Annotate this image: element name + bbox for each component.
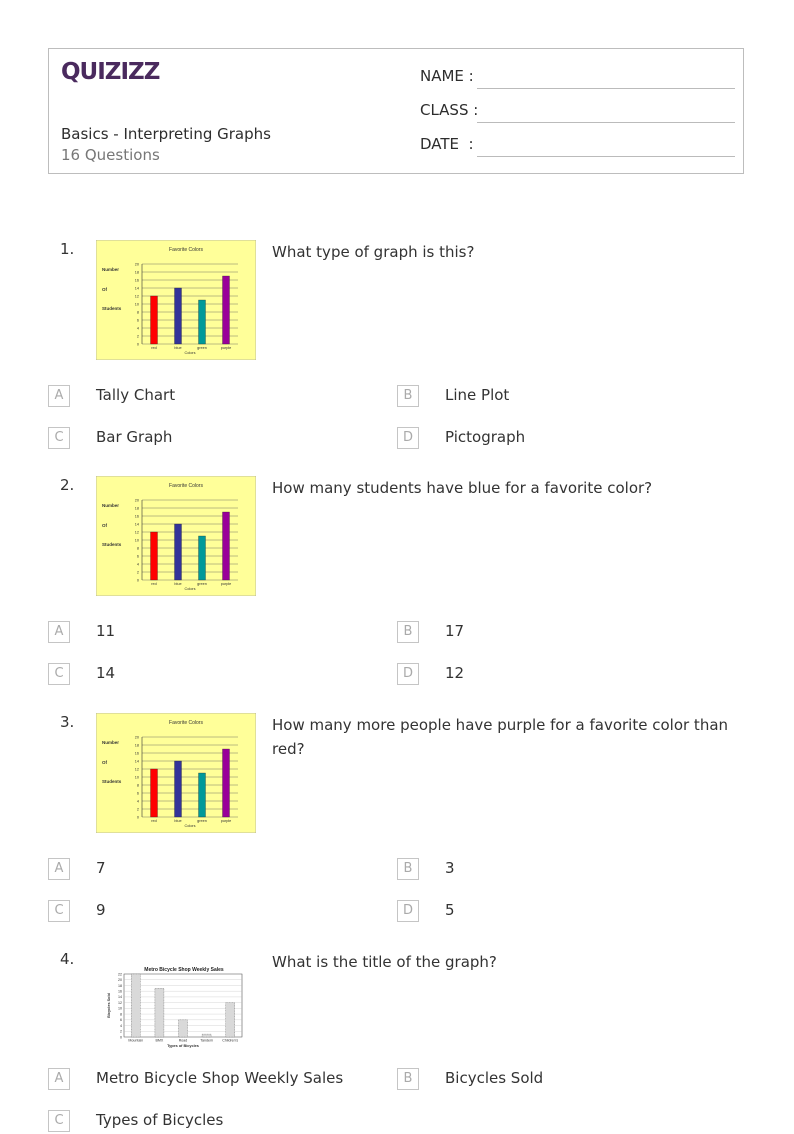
y-tick-label: 0 — [120, 1035, 122, 1040]
y-axis-label: Number — [102, 740, 120, 745]
y-axis-label: Bicycles Sold — [107, 993, 111, 1018]
question-number: 2. — [60, 476, 75, 494]
bar-red — [151, 769, 158, 817]
option-letter-box[interactable]: C — [48, 427, 70, 449]
y-tick-label: 16 — [134, 514, 139, 519]
question-number: 3. — [60, 713, 75, 731]
y-tick-label: 2 — [136, 334, 139, 339]
name-field[interactable] — [420, 67, 735, 91]
y-tick-label: 18 — [134, 506, 139, 511]
bar-purple — [223, 749, 230, 817]
y-tick-label: 8 — [120, 1012, 122, 1017]
y-tick-label: 20 — [134, 498, 139, 503]
y-tick-label: 10 — [134, 538, 139, 543]
option-letter-box[interactable]: B — [397, 858, 419, 880]
y-tick-label: 4 — [120, 1023, 122, 1028]
x-tick-label: blue — [174, 346, 182, 350]
bar-green — [199, 773, 206, 817]
y-tick-label: 16 — [134, 278, 139, 283]
x-tick-label: purple — [220, 819, 232, 823]
option-letter-box[interactable]: C — [48, 1110, 70, 1132]
x-axis-label: Colors — [184, 351, 196, 355]
option-b[interactable] — [397, 858, 697, 882]
chart-title: Favorite Colors — [169, 720, 203, 726]
bar-purple — [223, 512, 230, 580]
option-d[interactable] — [397, 427, 697, 451]
chart-title: Favorite Colors — [169, 247, 203, 253]
y-tick-label: 4 — [136, 799, 139, 804]
x-tick-label: blue — [174, 582, 182, 586]
y-tick-label: 20 — [134, 262, 139, 267]
option-a[interactable] — [48, 1068, 348, 1092]
bar-childrens — [226, 1003, 235, 1037]
x-tick-label: Children's — [222, 1038, 239, 1043]
y-tick-label: 12 — [134, 530, 139, 535]
option-text: 14 — [96, 664, 116, 682]
option-c[interactable] — [48, 427, 348, 451]
class-field[interactable] — [420, 101, 735, 125]
x-axis-label: Types of Bicycles — [167, 1044, 199, 1048]
name-label: NAME : — [420, 67, 474, 85]
date-field[interactable] — [420, 135, 735, 159]
y-tick-label: 12 — [134, 294, 139, 299]
y-tick-label: 16 — [118, 989, 122, 994]
bar-blue — [175, 761, 182, 817]
bar-purple — [223, 276, 230, 344]
bar-blue — [175, 524, 182, 580]
x-tick-label: Mountain — [128, 1038, 144, 1043]
option-text: Bicycles Sold — [445, 1069, 544, 1087]
option-letter-box[interactable]: A — [48, 621, 70, 643]
y-axis-label: Students — [102, 779, 122, 784]
option-letter-box[interactable]: C — [48, 663, 70, 685]
y-tick-label: 12 — [118, 1000, 122, 1005]
question-text: What is the title of the graph? — [272, 953, 497, 971]
y-tick-label: 4 — [136, 562, 139, 567]
x-tick-label: green — [197, 582, 207, 586]
option-text: Metro Bicycle Shop Weekly Sales — [96, 1069, 344, 1087]
favorite-colors-chart — [96, 713, 256, 833]
option-text: 12 — [445, 664, 465, 682]
x-tick-label: BMX — [155, 1038, 164, 1043]
option-text: 17 — [445, 622, 465, 640]
option-text: 3 — [445, 859, 455, 877]
option-c[interactable] — [48, 1110, 348, 1134]
y-axis-label: Number — [102, 267, 120, 272]
bar-green — [199, 536, 206, 580]
x-tick-label: purple — [220, 346, 232, 350]
option-text: 5 — [445, 901, 455, 919]
y-tick-label: 10 — [134, 775, 139, 780]
y-tick-label: 2 — [136, 807, 139, 812]
x-tick-label: green — [197, 819, 207, 823]
y-tick-label: 18 — [118, 983, 122, 988]
bar-blue — [175, 288, 182, 344]
y-tick-label: 18 — [134, 743, 139, 748]
option-letter-box[interactable]: A — [48, 385, 70, 407]
favorite-colors-chart — [96, 476, 256, 596]
option-text: 7 — [96, 859, 106, 877]
x-axis-label: Colors — [184, 587, 196, 591]
y-tick-label: 20 — [134, 735, 139, 740]
option-b[interactable] — [397, 621, 697, 645]
x-tick-label: red — [151, 346, 157, 350]
option-text: Types of Bicycles — [96, 1111, 224, 1129]
option-letter-box[interactable]: B — [397, 385, 419, 407]
date-label: DATE : — [420, 135, 474, 153]
y-axis-label: Students — [102, 542, 122, 547]
x-tick-label: Tandem — [200, 1038, 213, 1043]
y-tick-label: 14 — [134, 759, 139, 764]
worksheet-title: Basics - Interpreting Graphs — [61, 125, 271, 143]
option-letter-box[interactable]: A — [48, 858, 70, 880]
y-tick-label: 10 — [118, 1006, 122, 1011]
y-axis-label: Of — [102, 287, 107, 292]
x-tick-label: green — [197, 346, 207, 350]
y-tick-label: 14 — [134, 286, 139, 291]
y-tick-label: 6 — [136, 791, 139, 796]
option-letter-box[interactable]: B — [397, 1068, 419, 1090]
x-tick-label: blue — [174, 819, 182, 823]
y-axis-label: Of — [102, 760, 107, 765]
x-tick-label: Road — [178, 1038, 188, 1043]
y-tick-label: 8 — [136, 783, 139, 788]
class-line[interactable] — [477, 122, 735, 123]
bar-green — [199, 300, 206, 344]
class-label: CLASS : — [420, 101, 479, 119]
bar-mountain — [131, 974, 140, 1037]
bicycle-sales-chart — [96, 950, 256, 1070]
bar-tandem — [202, 1034, 211, 1037]
y-tick-label: 6 — [136, 554, 139, 559]
chart-title: Metro Bicycle Shop Weekly Sales — [144, 967, 224, 973]
favorite-colors-chart — [96, 240, 256, 360]
question-number: 4. — [60, 950, 75, 968]
option-text: Line Plot — [445, 386, 510, 404]
option-a[interactable] — [48, 385, 348, 409]
option-c[interactable] — [48, 663, 348, 687]
option-text: Tally Chart — [96, 386, 176, 404]
bar-red — [151, 296, 158, 344]
bar-bmx — [155, 988, 164, 1037]
y-tick-label: 0 — [136, 815, 139, 820]
y-tick-label: 6 — [136, 318, 139, 323]
y-tick-label: 14 — [118, 995, 122, 1000]
option-d[interactable] — [397, 663, 697, 687]
question-text: How many students have blue for a favorite color? — [272, 479, 653, 497]
question-number: 1. — [60, 240, 75, 258]
date-line[interactable] — [477, 156, 735, 157]
y-tick-label: 14 — [134, 522, 139, 527]
y-axis-label: Number — [102, 503, 120, 508]
name-line[interactable] — [477, 88, 735, 89]
y-tick-label: 20 — [118, 978, 122, 983]
option-letter-box[interactable]: D — [397, 900, 419, 922]
option-text: 11 — [96, 622, 116, 640]
x-tick-label: purple — [220, 582, 232, 586]
option-a[interactable] — [48, 621, 348, 645]
option-letter-box[interactable]: D — [397, 663, 419, 685]
option-a[interactable] — [48, 858, 348, 882]
option-b[interactable] — [397, 385, 697, 409]
option-letter-box[interactable]: A — [48, 1068, 70, 1090]
option-c[interactable] — [48, 900, 348, 924]
y-tick-label: 0 — [136, 578, 139, 583]
bar-road — [179, 1020, 188, 1037]
x-tick-label: red — [151, 819, 157, 823]
x-tick-label: red — [151, 582, 157, 586]
y-tick-label: 2 — [120, 1029, 122, 1034]
option-d[interactable] — [397, 900, 697, 924]
x-axis-label: Colors — [184, 824, 196, 828]
option-text: Bar Graph — [96, 428, 173, 446]
question-text: What type of graph is this? — [272, 243, 475, 261]
quizizz-logo: QUIZIZZ — [61, 59, 160, 85]
y-tick-label: 8 — [136, 310, 139, 315]
option-text: Pictograph — [445, 428, 526, 446]
bar-red — [151, 532, 158, 580]
option-b[interactable] — [397, 1068, 697, 1092]
y-tick-label: 0 — [136, 342, 139, 347]
option-text: 9 — [96, 901, 106, 919]
y-tick-label: 8 — [136, 546, 139, 551]
y-tick-label: 6 — [120, 1018, 122, 1023]
y-tick-label: 22 — [118, 972, 122, 977]
option-letter-box[interactable]: C — [48, 900, 70, 922]
question-count: 16 Questions — [61, 146, 160, 164]
option-letter-box[interactable]: B — [397, 621, 419, 643]
question-text: How many more people have purple for a favorite color than red? — [272, 716, 729, 758]
y-tick-label: 16 — [134, 751, 139, 756]
chart-title: Favorite Colors — [169, 483, 203, 489]
y-tick-label: 2 — [136, 570, 139, 575]
y-tick-label: 10 — [134, 302, 139, 307]
y-tick-label: 18 — [134, 270, 139, 275]
y-axis-label: Of — [102, 523, 107, 528]
y-tick-label: 12 — [134, 767, 139, 772]
worksheet-header — [48, 48, 744, 174]
y-axis-label: Students — [102, 306, 122, 311]
option-letter-box[interactable]: D — [397, 427, 419, 449]
y-tick-label: 4 — [136, 326, 139, 331]
